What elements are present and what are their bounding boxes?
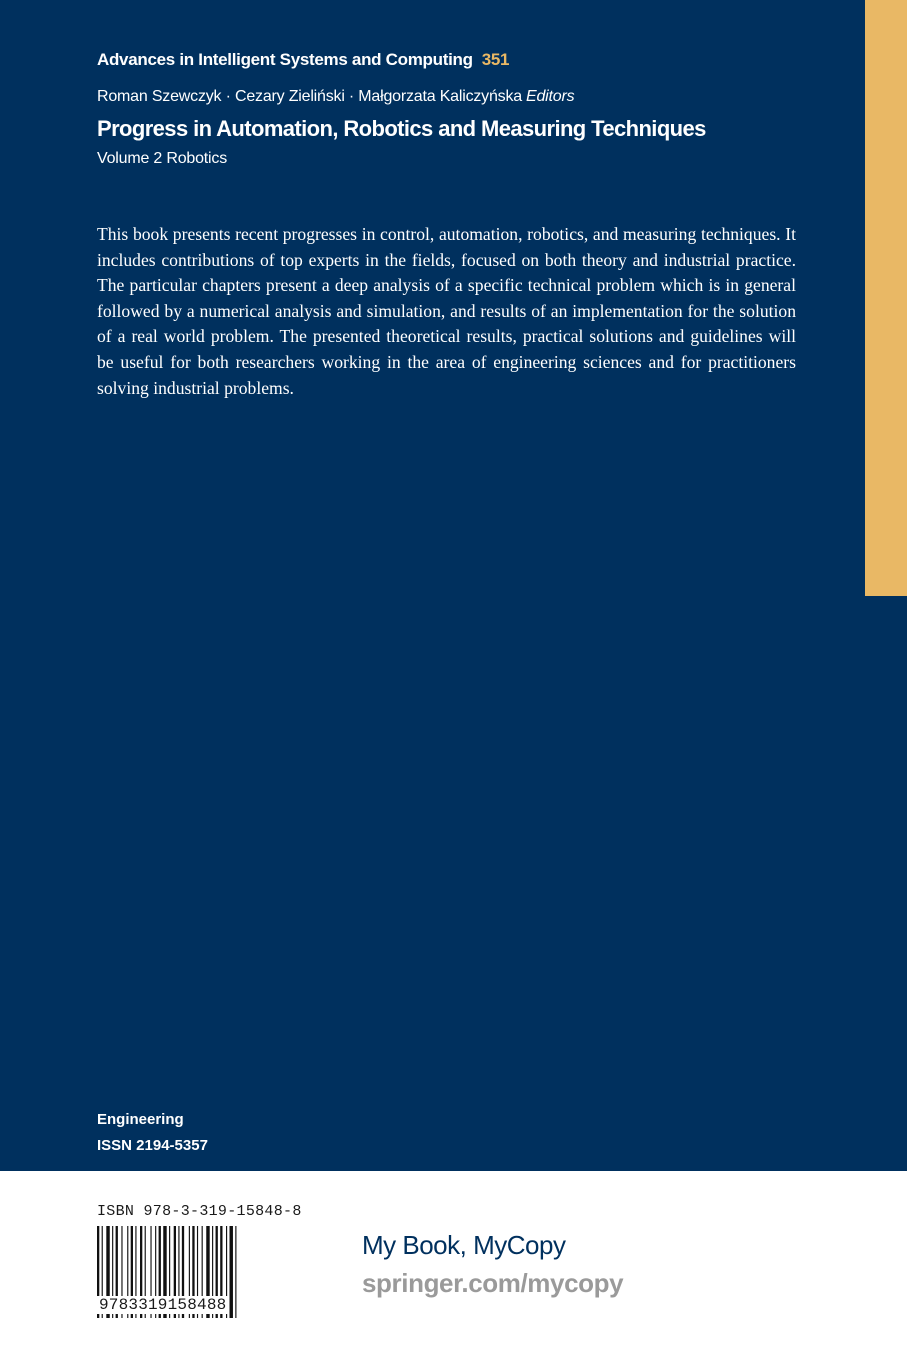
editors-line [97, 88, 574, 106]
accent-tab [865, 0, 907, 596]
book-description: This book presents recent progresses in control, automation, robotics, and measuring techniques. It includes contributions of top experts in the fields, focused on both theory and industrial practice. The particular chapters present a deep analysis of a specific technical problem which is in general followed by a numerical analysis and simulation, and results of an implementation for the solution of a real world problem. The presented theoretical results, practical solutions and guidelines will be useful for both researchers working in the area of engineering sciences and for practitioners solving industrial problems. [97, 224, 796, 398]
barcode-digits: 9783319158488 [99, 1296, 227, 1314]
mycopy-url[interactable]: springer.com/mycopy [362, 1268, 624, 1298]
editors-role: Editors [525, 88, 575, 105]
issn-label: ISSN 2194-5357 [97, 1137, 208, 1154]
book-title: Progress in Automation, Robotics and Measuring Techniques [97, 116, 706, 141]
mycopy-tagline: My Book, MyCopy [362, 1230, 566, 1260]
series-name: Advances in Intelligent Systems and Computing [97, 50, 473, 69]
book-subtitle: Volume 2 Robotics [97, 150, 228, 167]
editor-names: Roman Szewczyk · Cezary Zieliński · Małgorzata Kaliczyńska [97, 88, 522, 105]
series-number: 351 [481, 50, 510, 69]
subject-label: Engineering [97, 1111, 184, 1128]
series-line [97, 50, 509, 70]
isbn-text: ISBN 978-3-319-15848-8 [97, 1203, 302, 1220]
